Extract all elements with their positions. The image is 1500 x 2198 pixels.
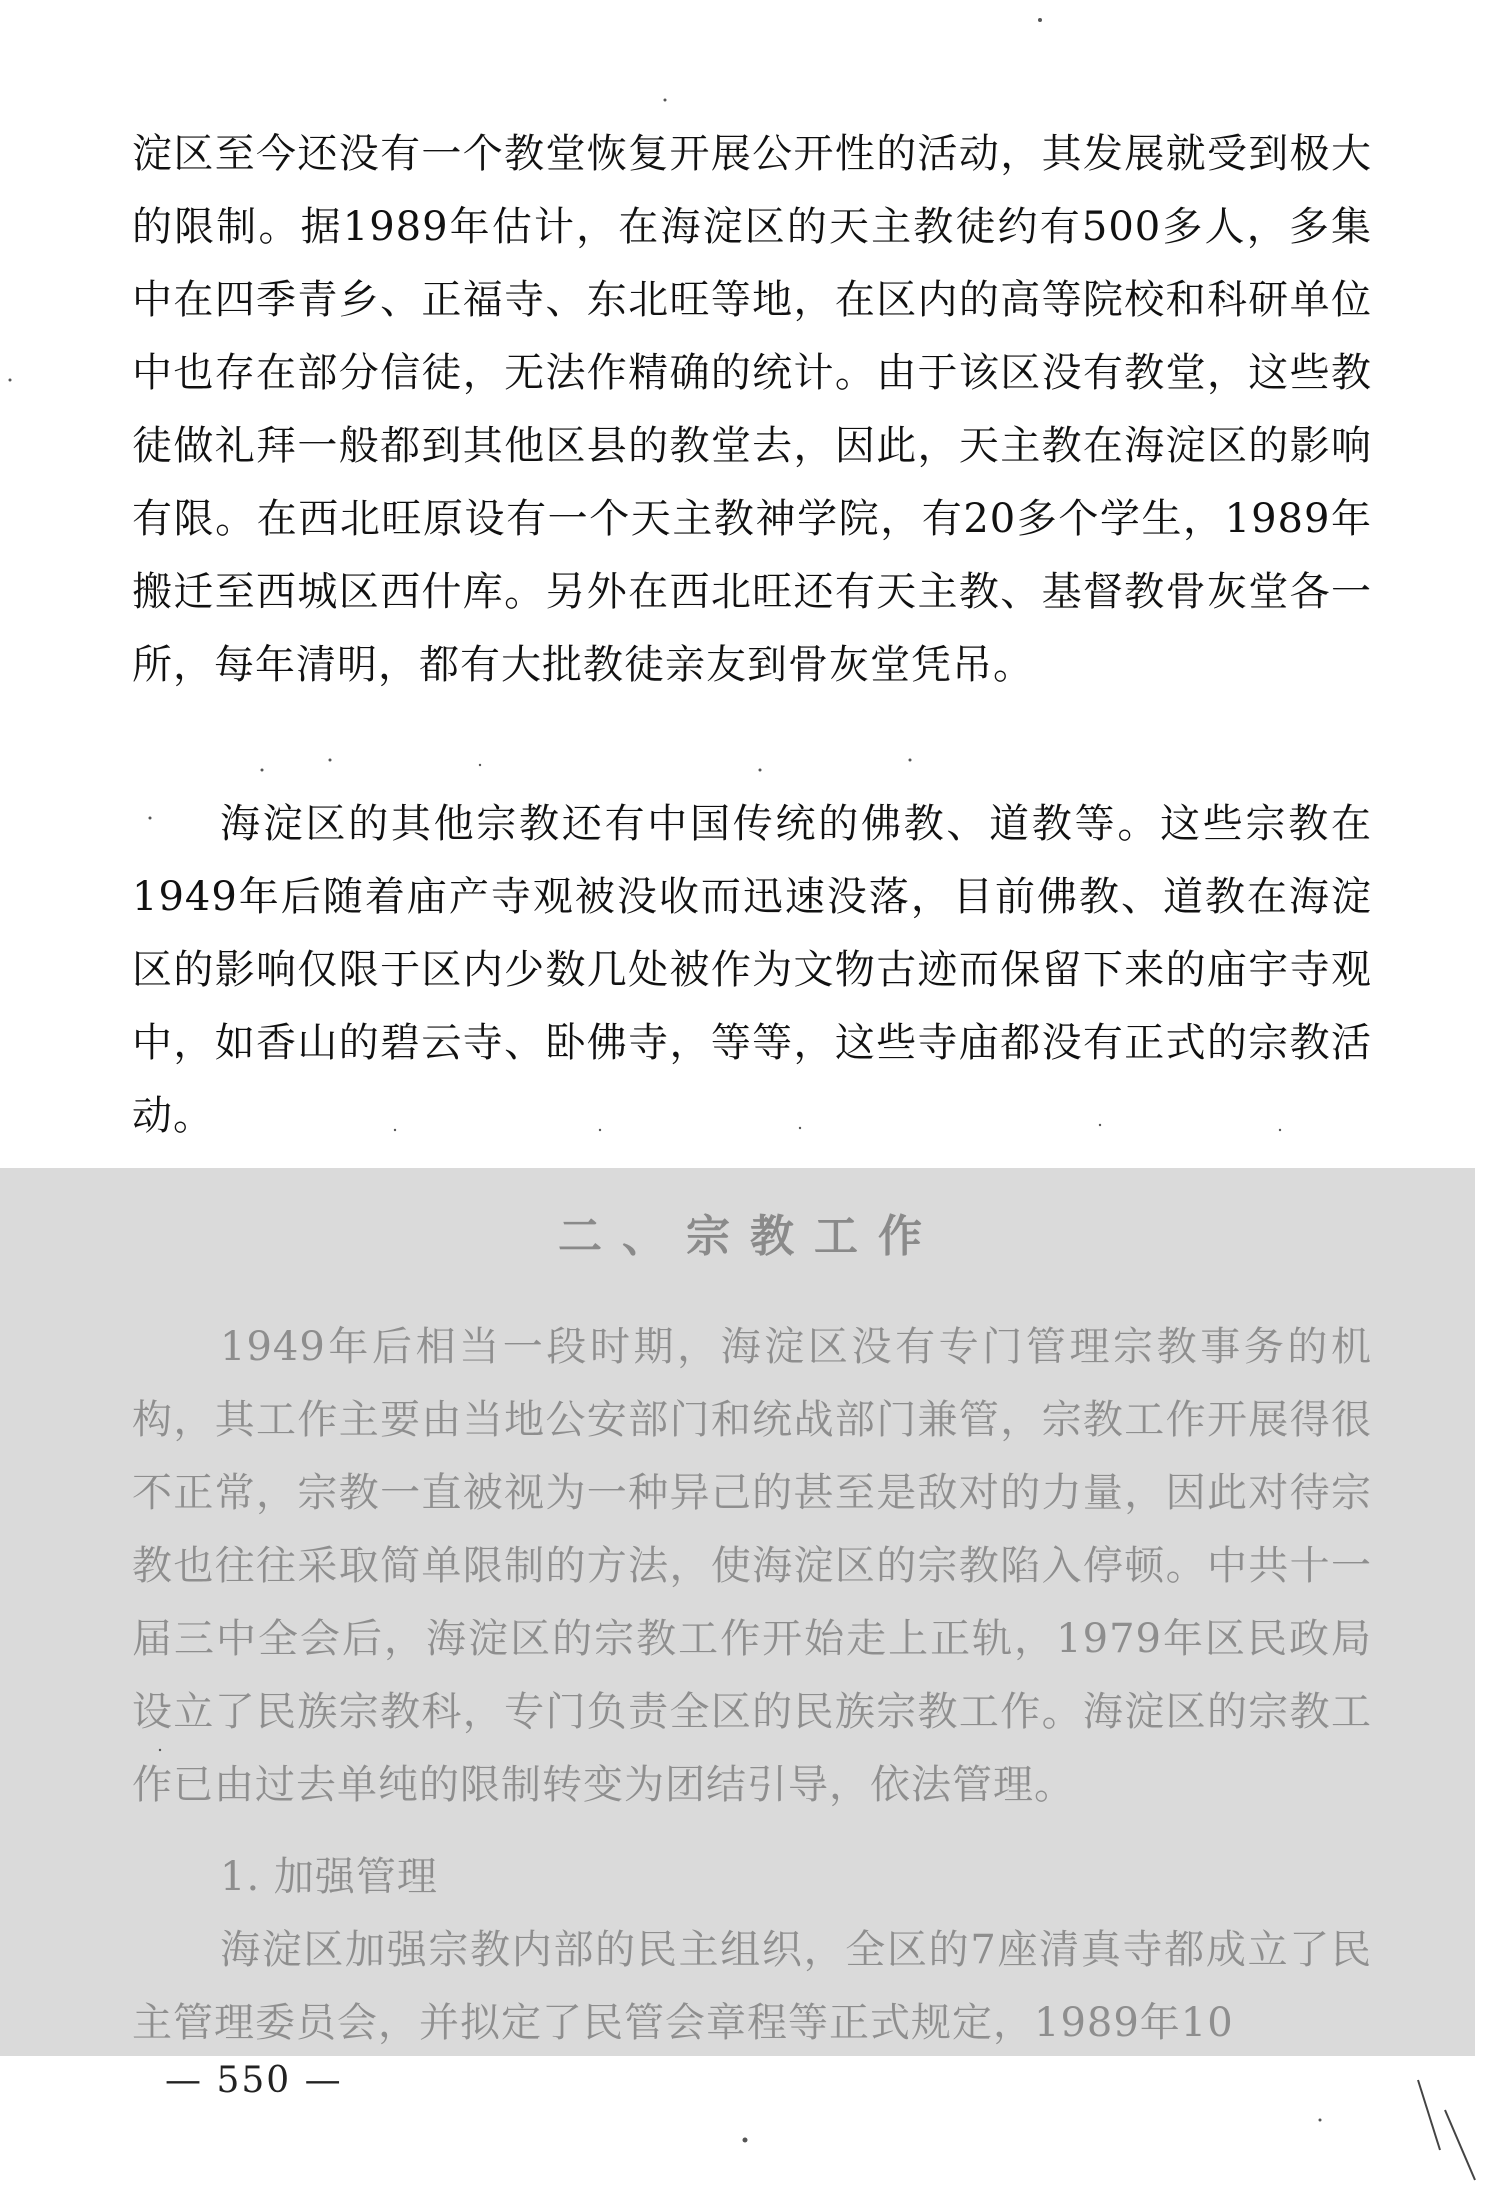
page-number: — 550 —	[165, 2060, 343, 2101]
section-heading: 二、宗教工作	[558, 1211, 942, 1262]
body-paragraph-2: 海淀区的其他宗教还有中国传统的佛教、道教等。这些宗教在1949年后随着庙产寺观被没收而迅速没落，目前佛教、道教在海淀区的影响仅限于区内少数几处被作为文物古迹而保留下来的庙宇寺观中，如香山的碧云寺、卧佛寺，等等，这些寺庙都没有正式的宗教活动。	[132, 801, 1372, 1139]
body-paragraph-3: 1949年后相当一段时期，海淀区没有专门管理宗教事务的机构，其工作主要由当地公安部门和统战部门兼管，宗教工作开展得很不正常，宗教一直被视为一种异己的甚至是敌对的力量，因此对待宗教也往往采取简单限制的方法，使海淀区的宗教陷入停顿。中共十一届三中全会后，海淀区的宗教工作开始走上正轨，1979年区民政局设立了民族宗教科，专门负责全区的民族宗教工作。海淀区的宗教工作已由过去单纯的限制转变为团结引导，依法管理。	[132, 1324, 1372, 1808]
body-paragraph-4: 海淀区加强宗教内部的民主组织，全区的7座清真寺都成立了民主管理委员会，并拟定了民管会章程等正式规定，1989年10	[132, 1927, 1372, 2046]
body-paragraph-1: 淀区至今还没有一个教堂恢复开展公开性的活动，其发展就受到极大的限制。据1989年估计，在海淀区的天主教徒约有500多人，多集中在四季青乡、正福寺、东北旺等地，在区内的高等院校和科研单位中也存在部分信徒，无法作精确的统计。由于该区没有教堂，这些教徒做礼拜一般都到其他区县的教堂去，因此，天主教在海淀区的影响有限。在西北旺原设有一个天主教神学院，有20多个学生，1989年搬迁至西城区西什库。另外在西北旺还有天主教、基督教骨灰堂各一所，每年清明，都有大批教徒亲友到骨灰堂凭吊。	[132, 131, 1372, 688]
subheading-strengthen-management: 1. 加强管理	[220, 1854, 438, 1900]
